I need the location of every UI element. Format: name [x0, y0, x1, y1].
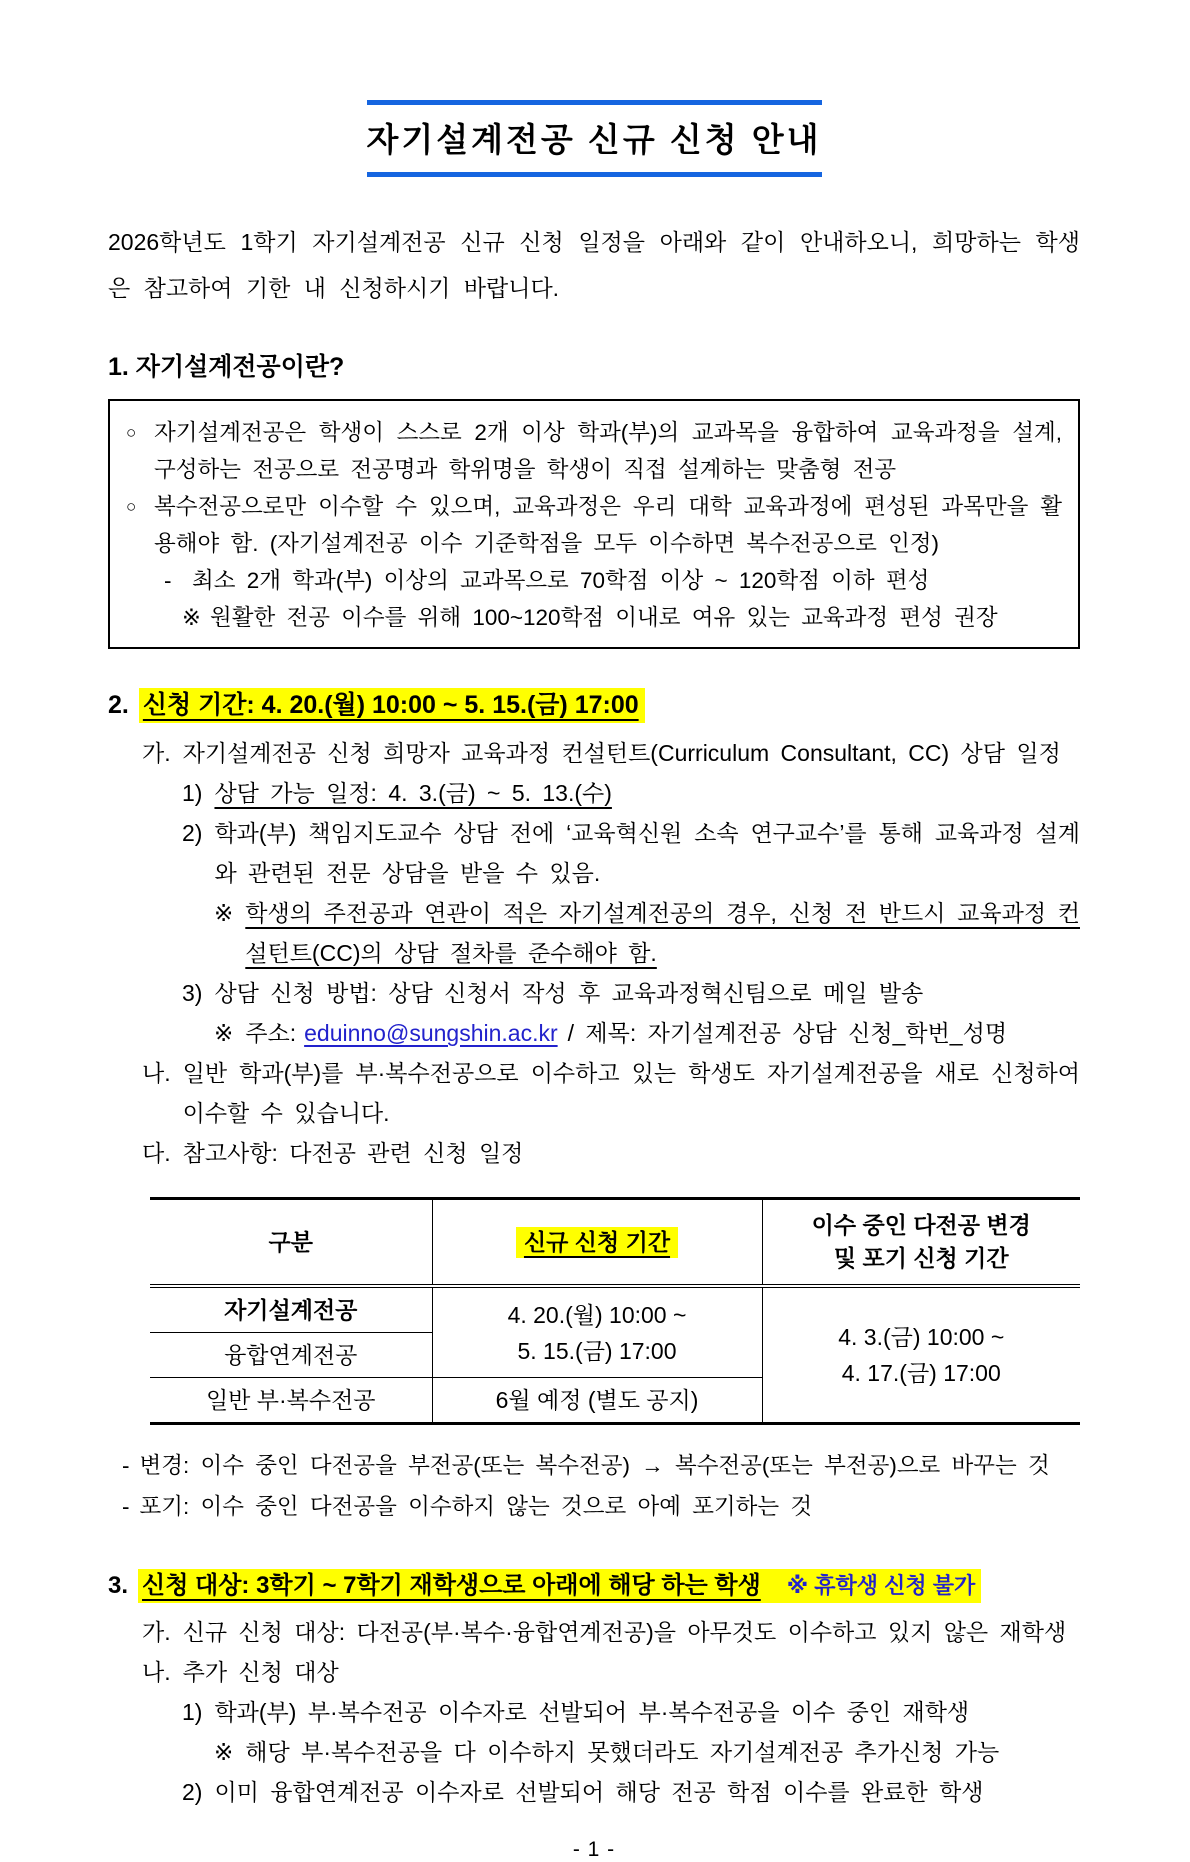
note-text: 변경: 이수 중인 다전공을 부전공(또는 복수전공) → 복수전공(또는 부전공)으로 바꾸는 것 — [139, 1453, 1050, 1478]
row-label-convergence: 융합연계전공 — [150, 1333, 432, 1378]
list-item-text: 상담 신청 방법: 상담 신청서 작성 후 교육과정혁신팀으로 메일 발송 — [214, 980, 924, 1006]
box-item — [122, 562, 1062, 599]
list-item-text: 자기설계전공 신청 희망자 교육과정 컨설턴트(Curriculum Consultant, CC) 상담 일정 — [182, 740, 1061, 766]
email-link[interactable]: eduinno@sungshin.ac.kr — [304, 1020, 558, 1046]
leave-of-absence-note: ※ 휴학생 신청 불가 — [786, 1573, 976, 1598]
intro-paragraph: 2026학년도 1학기 자기설계전공 신규 신청 일정을 아래와 같이 안내하오니, 희망하는 학생은 참고하여 기한 내 신청하시기 바랍니다. — [108, 229, 1080, 301]
cell-new-period-merged — [432, 1286, 762, 1378]
list-item-na — [142, 1652, 1080, 1692]
list-marker: 나. — [142, 1659, 171, 1685]
box-item-text: 복수전공으로만 이수할 수 있으며, 교육과정은 우리 대학 교육과정에 편성된 과목만을 활용해야 함. (자기설계전공 이수 기준학점을 모두 이수하면 복수전공으로 인정) — [154, 494, 1062, 556]
section-number: 2. — [108, 691, 129, 719]
header-line: 이수 중인 다전공 변경 — [811, 1212, 1031, 1238]
table-header — [150, 1199, 1080, 1287]
list-item-text: 참고사항: 다전공 관련 신청 일정 — [182, 1140, 524, 1166]
note-giveup — [122, 1486, 1080, 1527]
box-item-text: 최소 2개 학과(부) 이상의 교과목으로 70학점 이상 ~ 120학점 이하 편성 — [192, 568, 930, 593]
list-item-3 — [182, 973, 1080, 1013]
list-marker: 2) — [182, 1779, 203, 1805]
reference-mark: ※ — [182, 605, 201, 630]
col-header-new-period — [432, 1199, 762, 1287]
row-label-general: 일반 부·복수전공 — [150, 1378, 432, 1424]
list-item-text: 일반 학과(부)를 부·복수전공으로 이수하고 있는 학생도 자기설계전공을 새로 신청하여 이수할 수 있습니다. — [182, 1060, 1080, 1126]
reference-mark: ※ — [214, 900, 234, 926]
cell-line: 4. 17.(금) 17:00 — [841, 1360, 1001, 1386]
table-body — [150, 1286, 1080, 1424]
list-item-2 — [182, 813, 1080, 893]
title-rule-bottom — [367, 172, 822, 177]
highlighted-header-text: 신규 신청 기간 — [516, 1227, 678, 1258]
list-item-text: 이미 융합연계전공 이수자로 선발되어 해당 전공 학점 이수를 완료한 학생 — [214, 1779, 984, 1805]
note-text: 해당 부·복수전공을 다 이수하지 못했더라도 자기설계전공 추가신청 가능 — [245, 1739, 1000, 1765]
section1-heading: 1. 자기설계전공이란? — [108, 353, 345, 381]
note-text — [245, 1013, 1080, 1053]
reference-mark: ※ — [214, 1020, 234, 1046]
header-line: 및 포기 신청 기간 — [833, 1245, 1009, 1271]
circle-bullet: ○ — [126, 497, 137, 516]
list-item-1 — [182, 773, 1080, 813]
cell-line: 4. 3.(금) 10:00 ~ — [838, 1324, 1005, 1350]
list-marker: 2) — [182, 820, 203, 846]
list-item-na — [142, 1053, 1080, 1133]
box-item — [122, 414, 1062, 488]
table-notes — [122, 1445, 1080, 1527]
cell-change-period-merged — [762, 1286, 1080, 1424]
list-item-text: 학과(부) 책임지도교수 상담 전에 ‘교육혁신원 소속 연구교수’를 통해 교육과정 설계와 관련된 전문 상담을 받을 수 있음. — [214, 820, 1080, 886]
note-text: 포기: 이수 중인 다전공을 이수하지 않는 것으로 아예 포기하는 것 — [139, 1494, 813, 1519]
list-item-da — [142, 1133, 1080, 1173]
note-cc-consult — [214, 893, 1080, 973]
page-title: 자기설계전공 신규 신청 안내 — [366, 121, 822, 158]
col-header-change-period — [762, 1199, 1080, 1287]
cell-new-period-general: 6월 예정 (별도 공지) — [432, 1378, 762, 1424]
list-marker: 다. — [142, 1140, 171, 1166]
highlighted-heading-text: 신청 기간: 4. 20.(월) 10:00 ~ 5. 15.(금) 17:00 — [139, 688, 645, 723]
row-label-self-designed: 자기설계전공 — [150, 1286, 432, 1333]
box-item — [122, 599, 1062, 636]
cell-line: 4. 20.(월) 10:00 ~ — [507, 1301, 687, 1328]
box-item — [122, 488, 1062, 562]
reference-mark: ※ — [214, 1739, 234, 1765]
col-header-category: 구분 — [150, 1199, 432, 1287]
list-item-text: 신규 신청 대상: 다전공(부·복수·융합연계전공)을 아무것도 이수하고 있지 않은 재학생 — [182, 1619, 1067, 1645]
section3-heading — [108, 1565, 1080, 1600]
mail-label: 주소: — [245, 1020, 297, 1046]
list-item-text: 추가 신청 대상 — [182, 1659, 339, 1685]
list-marker: 가. — [142, 740, 171, 766]
page-number: - 1 - — [572, 1838, 616, 1861]
list-marker: 가. — [142, 1619, 171, 1645]
list-item-1 — [182, 1692, 1080, 1732]
list-marker: 1) — [182, 780, 203, 806]
list-item-2 — [182, 1772, 1080, 1812]
mail-subject-text: / 제목: 자기설계전공 상담 신청_학번_성명 — [567, 1020, 1008, 1046]
note-change — [122, 1445, 1080, 1486]
document-title-block — [367, 100, 822, 177]
list-item-text: 상담 가능 일정: 4. 3.(금) ~ 5. 13.(수) — [214, 780, 612, 806]
cell-line: 5. 15.(금) 17:00 — [517, 1337, 677, 1364]
box-item-text: 자기설계전공은 학생이 스스로 2개 이상 학과(부)의 교과목을 융합하여 교육과정을 설계, 구성하는 전공으로 전공명과 학위명을 학생이 직접 설계하는 맞춤형 전공 — [154, 420, 1062, 482]
list-item-ga — [142, 733, 1080, 773]
list-item-ga — [142, 1612, 1080, 1652]
note-mail-address — [214, 1013, 1080, 1053]
definition-box — [108, 399, 1080, 649]
dash-bullet: - — [122, 1453, 130, 1478]
list-marker: 1) — [182, 1699, 203, 1725]
list-marker: 3) — [182, 980, 203, 1006]
table-row — [150, 1286, 1080, 1333]
section2-heading — [108, 685, 1080, 721]
heading-main-text: 신청 대상: 3학기 ~ 7학기 재학생으로 아래에 해당 하는 학생 — [142, 1572, 761, 1599]
highlighted-heading — [138, 1569, 981, 1603]
section-number: 3. — [108, 1572, 129, 1599]
circle-bullet: ○ — [126, 423, 137, 442]
note-additional-apply — [214, 1732, 1080, 1772]
list-marker: 나. — [142, 1060, 171, 1086]
schedule-table — [150, 1197, 1080, 1425]
note-text: 학생의 주전공과 연관이 적은 자기설계전공의 경우, 신청 전 반드시 교육과정 컨설턴트(CC)의 상담 절차를 준수해야 함. — [245, 900, 1080, 966]
box-item-text: 원활한 전공 이수를 위해 100~120학점 이내로 여유 있는 교육과정 편성 권장 — [210, 605, 998, 630]
dash-bullet: - — [122, 1494, 130, 1519]
table-header-row — [150, 1199, 1080, 1287]
list-item-text: 학과(부) 부·복수전공 이수자로 선발되어 부·복수전공을 이수 중인 재학생 — [214, 1699, 970, 1725]
dash-bullet: - — [164, 568, 172, 593]
